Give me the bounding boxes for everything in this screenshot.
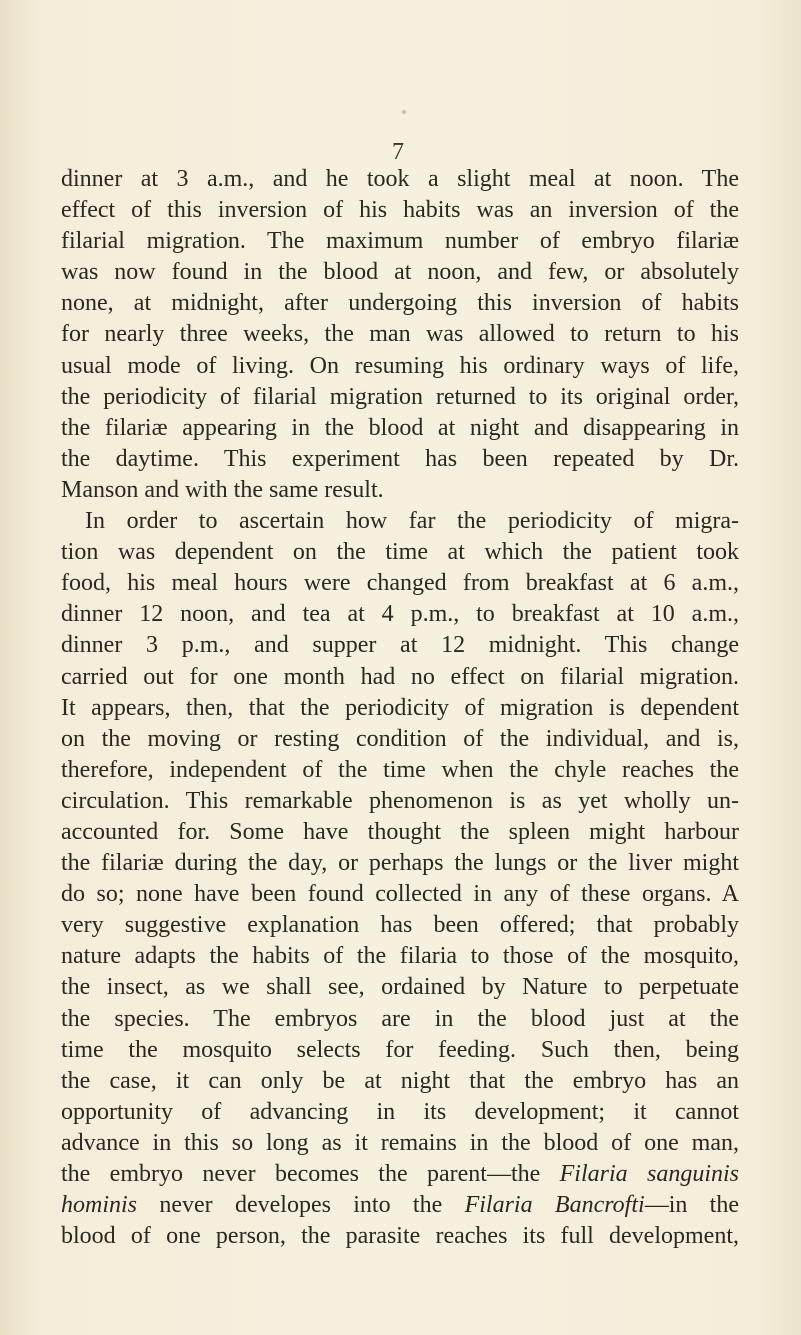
text-line: effect of this inversion of his habits was an inversion of the [61,197,739,224]
text-line: the periodicity of filarial migration returned to its original order, [61,383,739,410]
text-line: dinner 12 noon, and tea at 4 p.m., to breakfast at 10 a.m., [61,601,739,628]
text-line: accounted for. Some have thought the spleen might harbour [61,818,739,845]
page-speck [402,110,406,114]
text-line: usual mode of living. On resuming his ordinary ways of life, [61,352,739,379]
text-line: on the moving or resting condition of the individual, and is, [61,725,739,752]
text-line: In order to ascertain how far the periodicity of migra- [85,508,739,535]
text-line: the case, it can only be at night that the embryo has an [61,1067,739,1094]
text-line: circulation. This remarkable phenomenon is as yet wholly un- [61,787,739,814]
text-line: filarial migration. The maximum number of embryo filariæ [61,228,739,255]
text-line: Manson and with the same result. [61,476,384,503]
text-line: none, at midnight, after undergoing this inversion of habits [61,290,739,317]
text-line: food, his meal hours were changed from breakfast at 6 a.m., [61,570,739,597]
body-text [61,164,739,1252]
text-line: carried out for one month had no effect on filarial migration. [61,663,739,690]
italic-species-name: Filaria Bancrofti [464,1192,645,1219]
italic-species-name: Filaria sanguinis [559,1161,739,1187]
text-line: advance in this so long as it remains in the blood of one man, [61,1129,739,1156]
text-line: the insect, as we shall see, ordained by Nature to perpetuate [61,974,739,1001]
text-line: the daytime. This experiment has been repeated by Dr. [61,445,739,472]
text-line: therefore, independent of the time when the chyle reaches the [61,756,739,783]
text-segment: the embryo never becomes the parent—the [61,1161,541,1187]
text-line: for nearly three weeks, the man was allowed to return to his [61,321,739,348]
text-line: dinner at 3 a.m., and he took a slight meal at noon. The [61,166,739,192]
text-line: nature adapts the habits of the filaria to those of the mosquito, [61,943,739,970]
text-line: the filariæ appearing in the blood at night and disappearing in [61,414,739,441]
text-line: time the mosquito selects for feeding. Such then, being [61,1036,739,1063]
italic-species-name: hominis [61,1192,138,1219]
text-line: opportunity of advancing in its development; it cannot [61,1098,739,1125]
text-line-with-italic [61,1159,739,1190]
text-line: tion was dependent on the time at which the patient took [61,539,739,566]
text-line: the filariæ during the day, or perhaps the lungs or the liver might [61,850,739,877]
text-line: dinner 3 p.m., and supper at 12 midnight. This change [61,632,739,659]
page-number: 7 [392,139,404,165]
text-line: the species. The embryos are in the blood just at the [61,1005,739,1032]
text-line: was now found in the blood at noon, and few, or absolutely [61,259,739,286]
text-line: do so; none have been found collected in any of these organs. A [61,881,739,908]
text-line: blood of one person, the parasite reaches its full development, [61,1223,739,1250]
text-line: very suggestive explanation has been offered; that probably [61,912,739,939]
text-segment: never developes into the [159,1192,443,1219]
text-line: It appears, then, that the periodicity of migration is dependent [61,694,739,721]
text-segment: —in the [644,1192,740,1219]
text-line-with-italic [61,1190,739,1221]
